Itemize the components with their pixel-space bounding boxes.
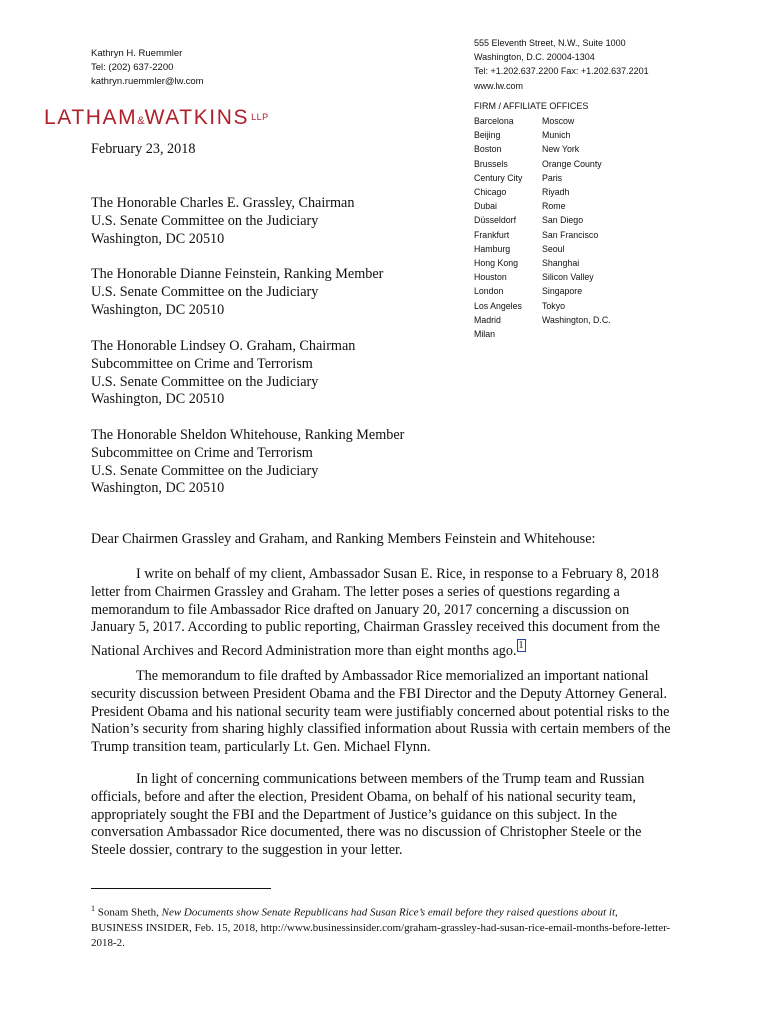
addressee-block	[91, 427, 671, 498]
addressee-line: The Honorable Sheldon Whitehouse, Ranking Member	[91, 427, 405, 443]
office: Seoul	[542, 243, 565, 254]
office: Beijing	[474, 130, 501, 141]
office: Moscow	[542, 116, 575, 126]
letter-date: February 23, 2018	[91, 141, 196, 157]
addressee-line: The Honorable Dianne Feinstein, Ranking Member	[91, 266, 384, 282]
addressee-line: U.S. Senate Committee on the Judiciary	[91, 373, 319, 390]
office: Frankfurt	[474, 229, 510, 240]
office: Houston	[474, 272, 507, 283]
firm-address-line: 555 Eleventh Street, N.W., Suite 1000	[474, 38, 626, 48]
addressee-line: The Honorable Lindsey O. Graham, Chairman	[91, 338, 356, 354]
paragraph-text: I write on behalf of my client, Ambassador Susan E. Rice, in response to a February 8, 2018 letter from Chairmen Grassley and Graham. The letter poses a series of questions regarding a memorandum to file Ambassador Rice drafted on January 20, 2017 concerning a discussion on January 5, 2017. According to public reporting, Chairman Grassley received this document from the National Archives and Record Administration more than eight months ago.	[91, 566, 660, 660]
office: Brussels	[474, 158, 508, 169]
office: Paris	[542, 172, 563, 183]
office: Dubai	[474, 201, 497, 212]
footnote-author: Sonam Sheth,	[95, 906, 162, 919]
office: Silicon Valley	[542, 272, 594, 283]
office: Shanghai	[542, 258, 580, 269]
firm-address	[474, 36, 649, 93]
office: Madrid	[474, 314, 501, 325]
office: Los Angeles	[474, 300, 522, 311]
office: Milan	[474, 329, 496, 340]
offices-title: FIRM / AFFILIATE OFFICES	[474, 101, 589, 111]
office: San Francisco	[542, 229, 599, 240]
office: New York	[542, 144, 580, 155]
office: Munich	[542, 130, 571, 141]
firm-website: www.lw.com	[474, 80, 524, 91]
sender-email: kathryn.ruemmler@lw.com	[91, 76, 204, 87]
footnote-link[interactable]: 1	[518, 640, 524, 652]
addressee-line: Washington, DC 20510	[91, 230, 225, 247]
office: Chicago	[474, 187, 507, 198]
office: London	[474, 286, 504, 297]
addressee-line: Washington, DC 20510	[91, 391, 225, 408]
addressee-line: U.S. Senate Committee on the Judiciary	[91, 212, 319, 229]
footnote-divider	[91, 888, 271, 889]
addressee-block	[91, 195, 671, 248]
office: Düsseldorf	[474, 215, 517, 226]
office: Hamburg	[474, 243, 511, 254]
footnote-source: , BUSINESS INSIDER, Feb. 15, 2018, http://www.businessinsider.com/graham-grassley-had-susan-rice-email-months-before-letter-2018-2.	[91, 906, 671, 949]
office: Washington, D.C.	[542, 314, 611, 325]
office: Singapore	[542, 286, 583, 297]
footnote-number: 1	[91, 904, 95, 913]
addressee-block	[91, 338, 671, 409]
paragraph-2: The memorandum to file drafted by Ambassador Rice memorialized an important national security discussion between President Obama and the FBI Director and the Deputy Attorney General. President Obama and his national security team were justifiably concerned about potential risks to the Nation’s security from sharing highly classified information about Russia with certain members of the Trump transition team, particularly Lt. Gen. Michael Flynn.	[91, 668, 671, 756]
firm-logo	[44, 106, 269, 130]
logo-second: WATKINS	[144, 106, 250, 129]
addressee-line: U.S. Senate Committee on the Judiciary	[91, 283, 319, 300]
addressee-line: Subcommittee on Crime and Terrorism	[91, 355, 313, 372]
office: Barcelona	[474, 116, 514, 126]
logo-main: LATHAM	[44, 106, 138, 129]
office: Riyadh	[542, 187, 570, 198]
footnote	[91, 901, 671, 951]
addressee-block	[91, 266, 671, 319]
addressee-line: Washington, DC 20510	[91, 301, 225, 318]
addressee-line: Subcommittee on Crime and Terrorism	[91, 444, 313, 461]
addressee-line: The Honorable Charles E. Grassley, Chairman	[91, 195, 355, 211]
office: Century City	[474, 172, 523, 183]
paragraph-3: In light of concerning communications between members of the Trump team and Russian officials, before and after the election, President Obama, on behalf of his national security team, appropriately sought the FBI and the Department of Justice’s guidance on this subject. In the conversation Ambassador Rice documented, there was no discussion of Christopher Steele or the Steele dossier, contrary to the suggestion in your letter.	[91, 771, 645, 859]
office: Boston	[474, 144, 502, 155]
paragraph-1	[91, 566, 671, 661]
addressee-line: Washington, DC 20510	[91, 480, 225, 497]
firm-phone: Tel: +1.202.637.2200 Fax: +1.202.637.2201	[474, 66, 649, 77]
footnote-title: New Documents show Senate Republicans had Susan Rice’s email before they raised questions about it	[161, 906, 616, 919]
office: San Diego	[542, 215, 584, 226]
office: Tokyo	[542, 300, 565, 311]
salutation: Dear Chairmen Grassley and Graham, and Ranking Members Feinstein and Whitehouse:	[91, 531, 596, 547]
sender-block	[91, 47, 204, 89]
sender-name: Kathryn H. Ruemmler	[91, 48, 183, 59]
firm-address-line: Washington, D.C. 20004-1304	[474, 52, 595, 63]
logo-amp: &	[137, 115, 145, 127]
office: Rome	[542, 201, 566, 212]
office: Hong Kong	[474, 258, 519, 269]
addressee-line: U.S. Senate Committee on the Judiciary	[91, 462, 319, 479]
logo-suffix: LLP	[251, 112, 269, 122]
sender-tel: Tel: (202) 637-2200	[91, 62, 174, 73]
office: Orange County	[542, 158, 602, 169]
